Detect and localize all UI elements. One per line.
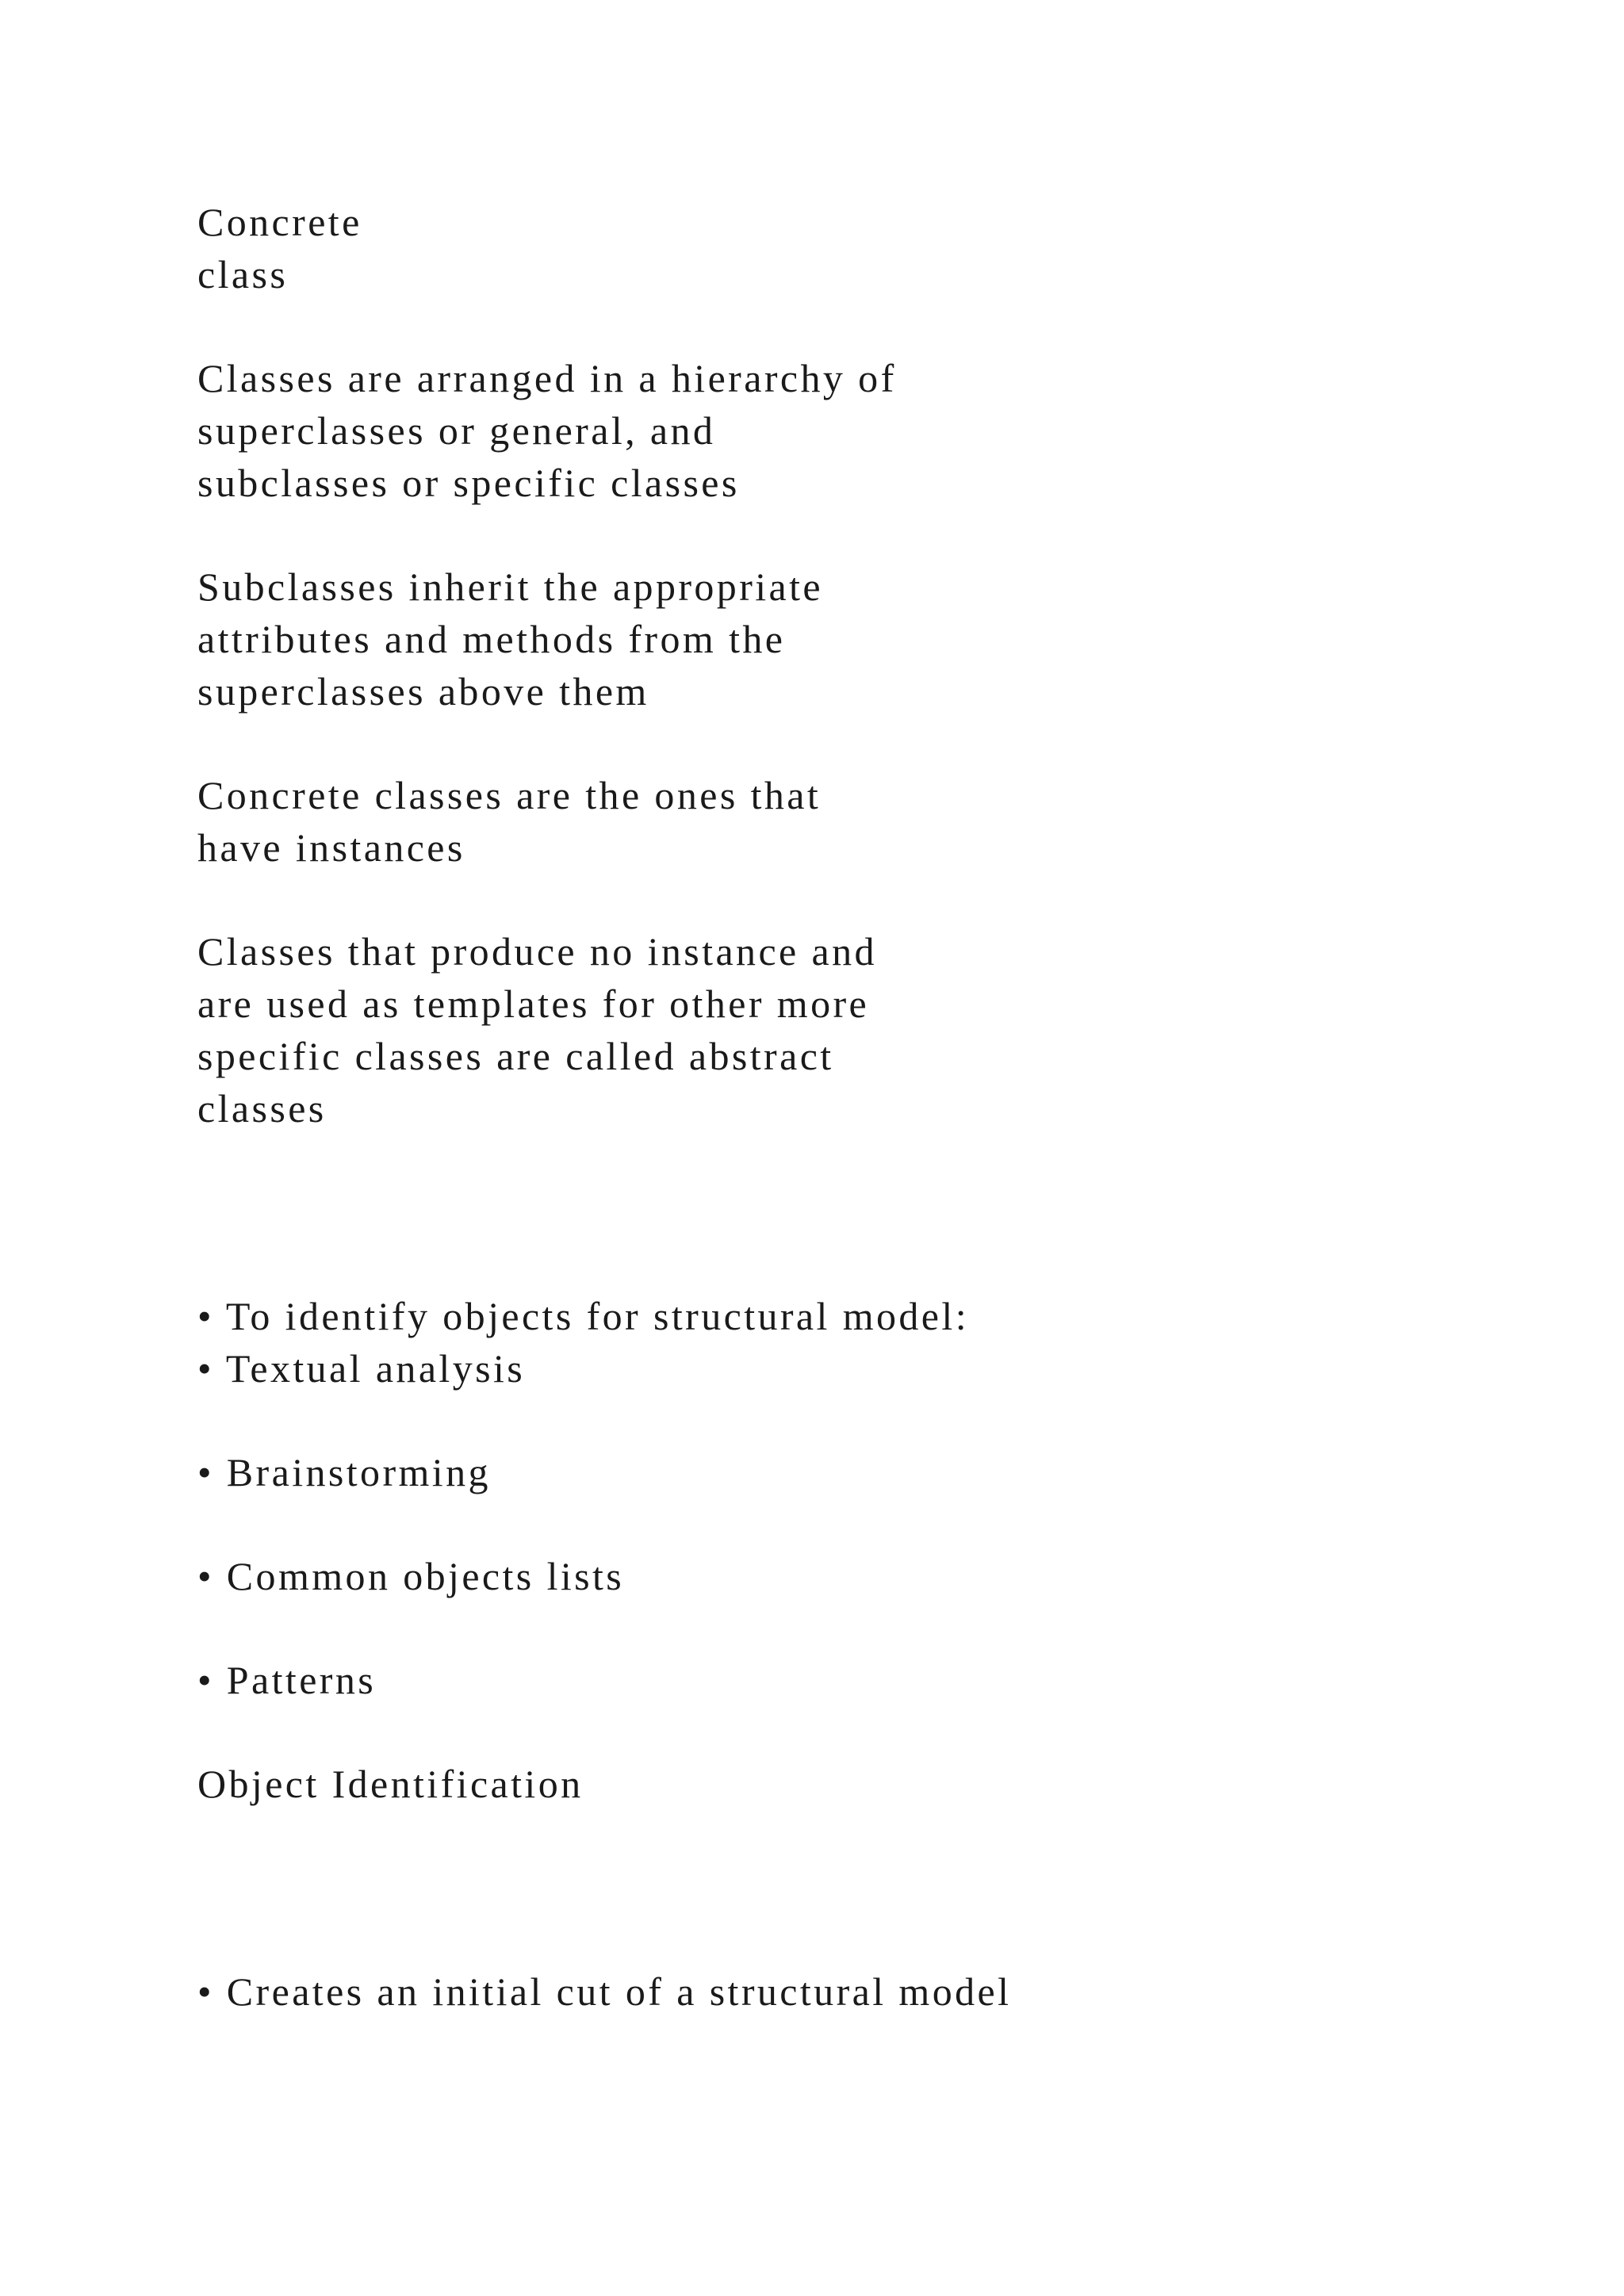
paragraph-3-line-2: attributes and methods from the: [197, 617, 786, 661]
paragraph-5-line-1: Classes that produce no instance and: [197, 929, 877, 974]
paragraph-3-line-1: Subclasses inherit the appropriate: [197, 564, 824, 609]
paragraph-1-line-2: class: [197, 252, 289, 297]
bullet-item-4: • Common objects lists: [197, 1554, 625, 1598]
paragraph-5-line-3: specific classes are called abstract: [197, 1034, 834, 1078]
paragraph-3-line-3: superclasses above them: [197, 669, 649, 714]
paragraph-4-line-2: have instances: [197, 825, 465, 870]
paragraph-2-line-3: subclasses or specific classes: [197, 461, 740, 505]
section-heading: Object Identification: [197, 1762, 584, 1806]
bullet-item-2: • Textual analysis: [197, 1346, 526, 1391]
paragraph-5-line-2: are used as templates for other more: [197, 982, 870, 1026]
paragraph-2-line-1: Classes are arranged in a hierarchy of: [197, 356, 897, 400]
bullet-final: • Creates an initial cut of a structural model: [197, 1969, 1012, 2014]
paragraph-2-line-2: superclasses or general, and: [197, 408, 716, 453]
bullet-item-3: • Brainstorming: [197, 1450, 491, 1494]
bullet-item-5: • Patterns: [197, 1658, 377, 1702]
paragraph-4-line-1: Concrete classes are the ones that: [197, 773, 822, 817]
paragraph-5-line-4: classes: [197, 1086, 327, 1131]
bullet-item-1: • To identify objects for structural model:: [197, 1294, 969, 1338]
paragraph-1-line-1: Concrete: [197, 200, 362, 244]
